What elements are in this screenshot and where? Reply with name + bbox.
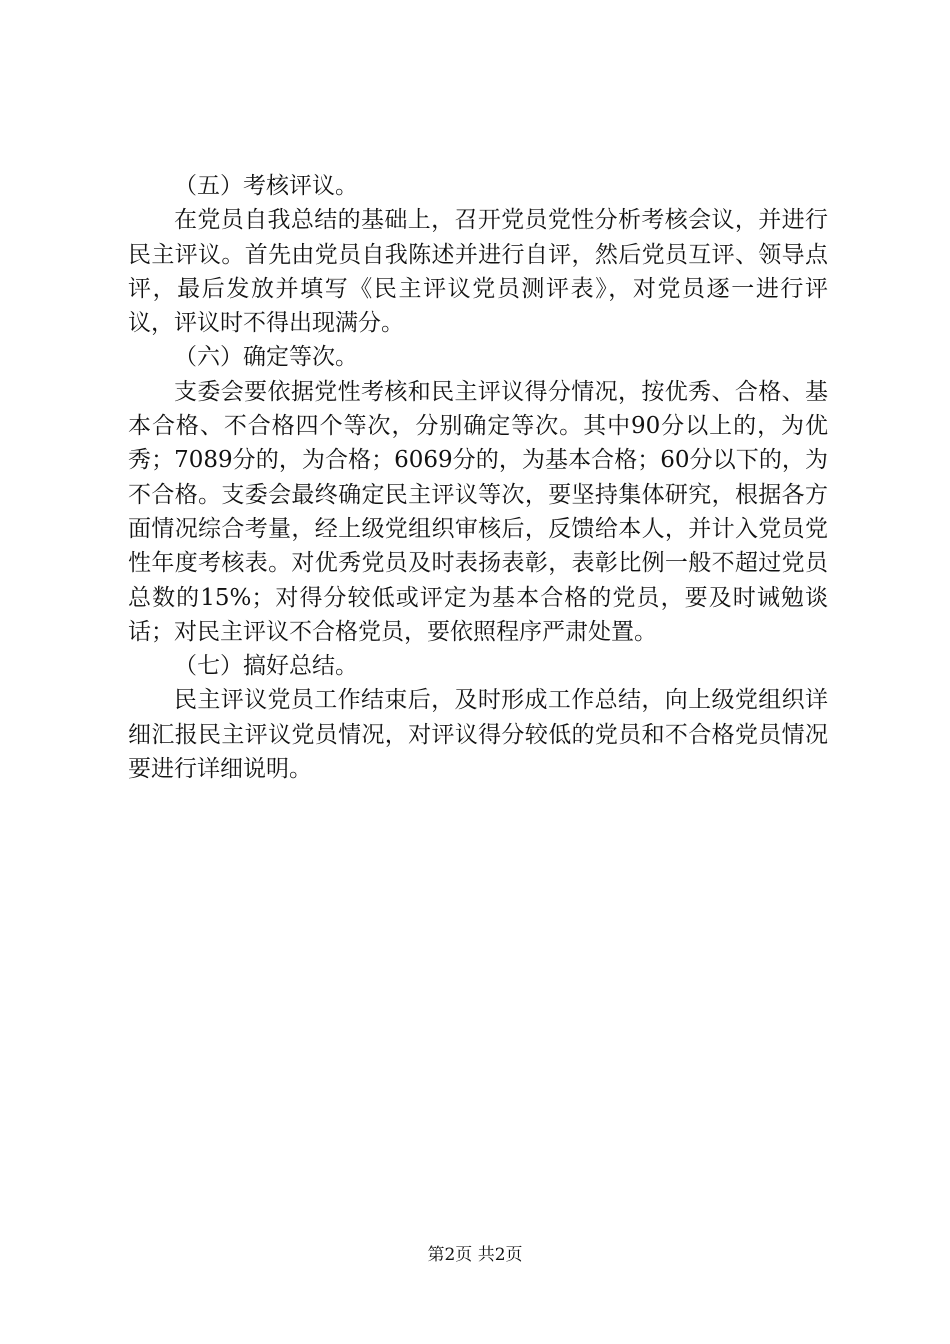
page-number-footer: 第2页 共2页: [427, 1245, 523, 1265]
section-paragraph-5: 在党员自我总结的基础上，召开党员党性分析考核会议，并进行民主评议。首先由党员自我陈述并进行自评，然后党员互评、领导点评，最后发放并填写《民主评议党员测评表》，对党员逐一进行评议，评议时不得出现满分。: [128, 207, 828, 337]
document-body: [128, 169, 828, 786]
section-paragraph-7: 民主评议党员工作结束后，及时形成工作总结，向上级党组织详细汇报民主评议党员情况，对评议得分较低的党员和不合格党员情况要进行详细说明。: [128, 687, 828, 783]
section-heading-6: （六）确定等次。: [174, 344, 358, 371]
section-heading-5: （五）考核评议。: [174, 173, 358, 199]
section-heading-7: （七）搞好总结。: [174, 653, 358, 680]
section-paragraph-6: 支委会要依据党性考核和民主评议得分情况，按优秀、合格、基本合格、不合格四个等次，分别确定等次。其中90分以上的，为优秀；7089分的，为合格；6069分的，为基本合格；60分以下的，为不合格。支委会最终确定民主评议等次，要坚持集体研究，根据各方面情况综合考量，经上级党组织审核后，反馈给本人，并计入党员党性年度考核表。对优秀党员及时表扬表彰，表彰比例一般不超过党员总数的15%；对得分较低或评定为基本合格的党员，要及时诫勉谈话；对民主评议不合格党员，要依照程序严肃处置。: [128, 378, 828, 645]
